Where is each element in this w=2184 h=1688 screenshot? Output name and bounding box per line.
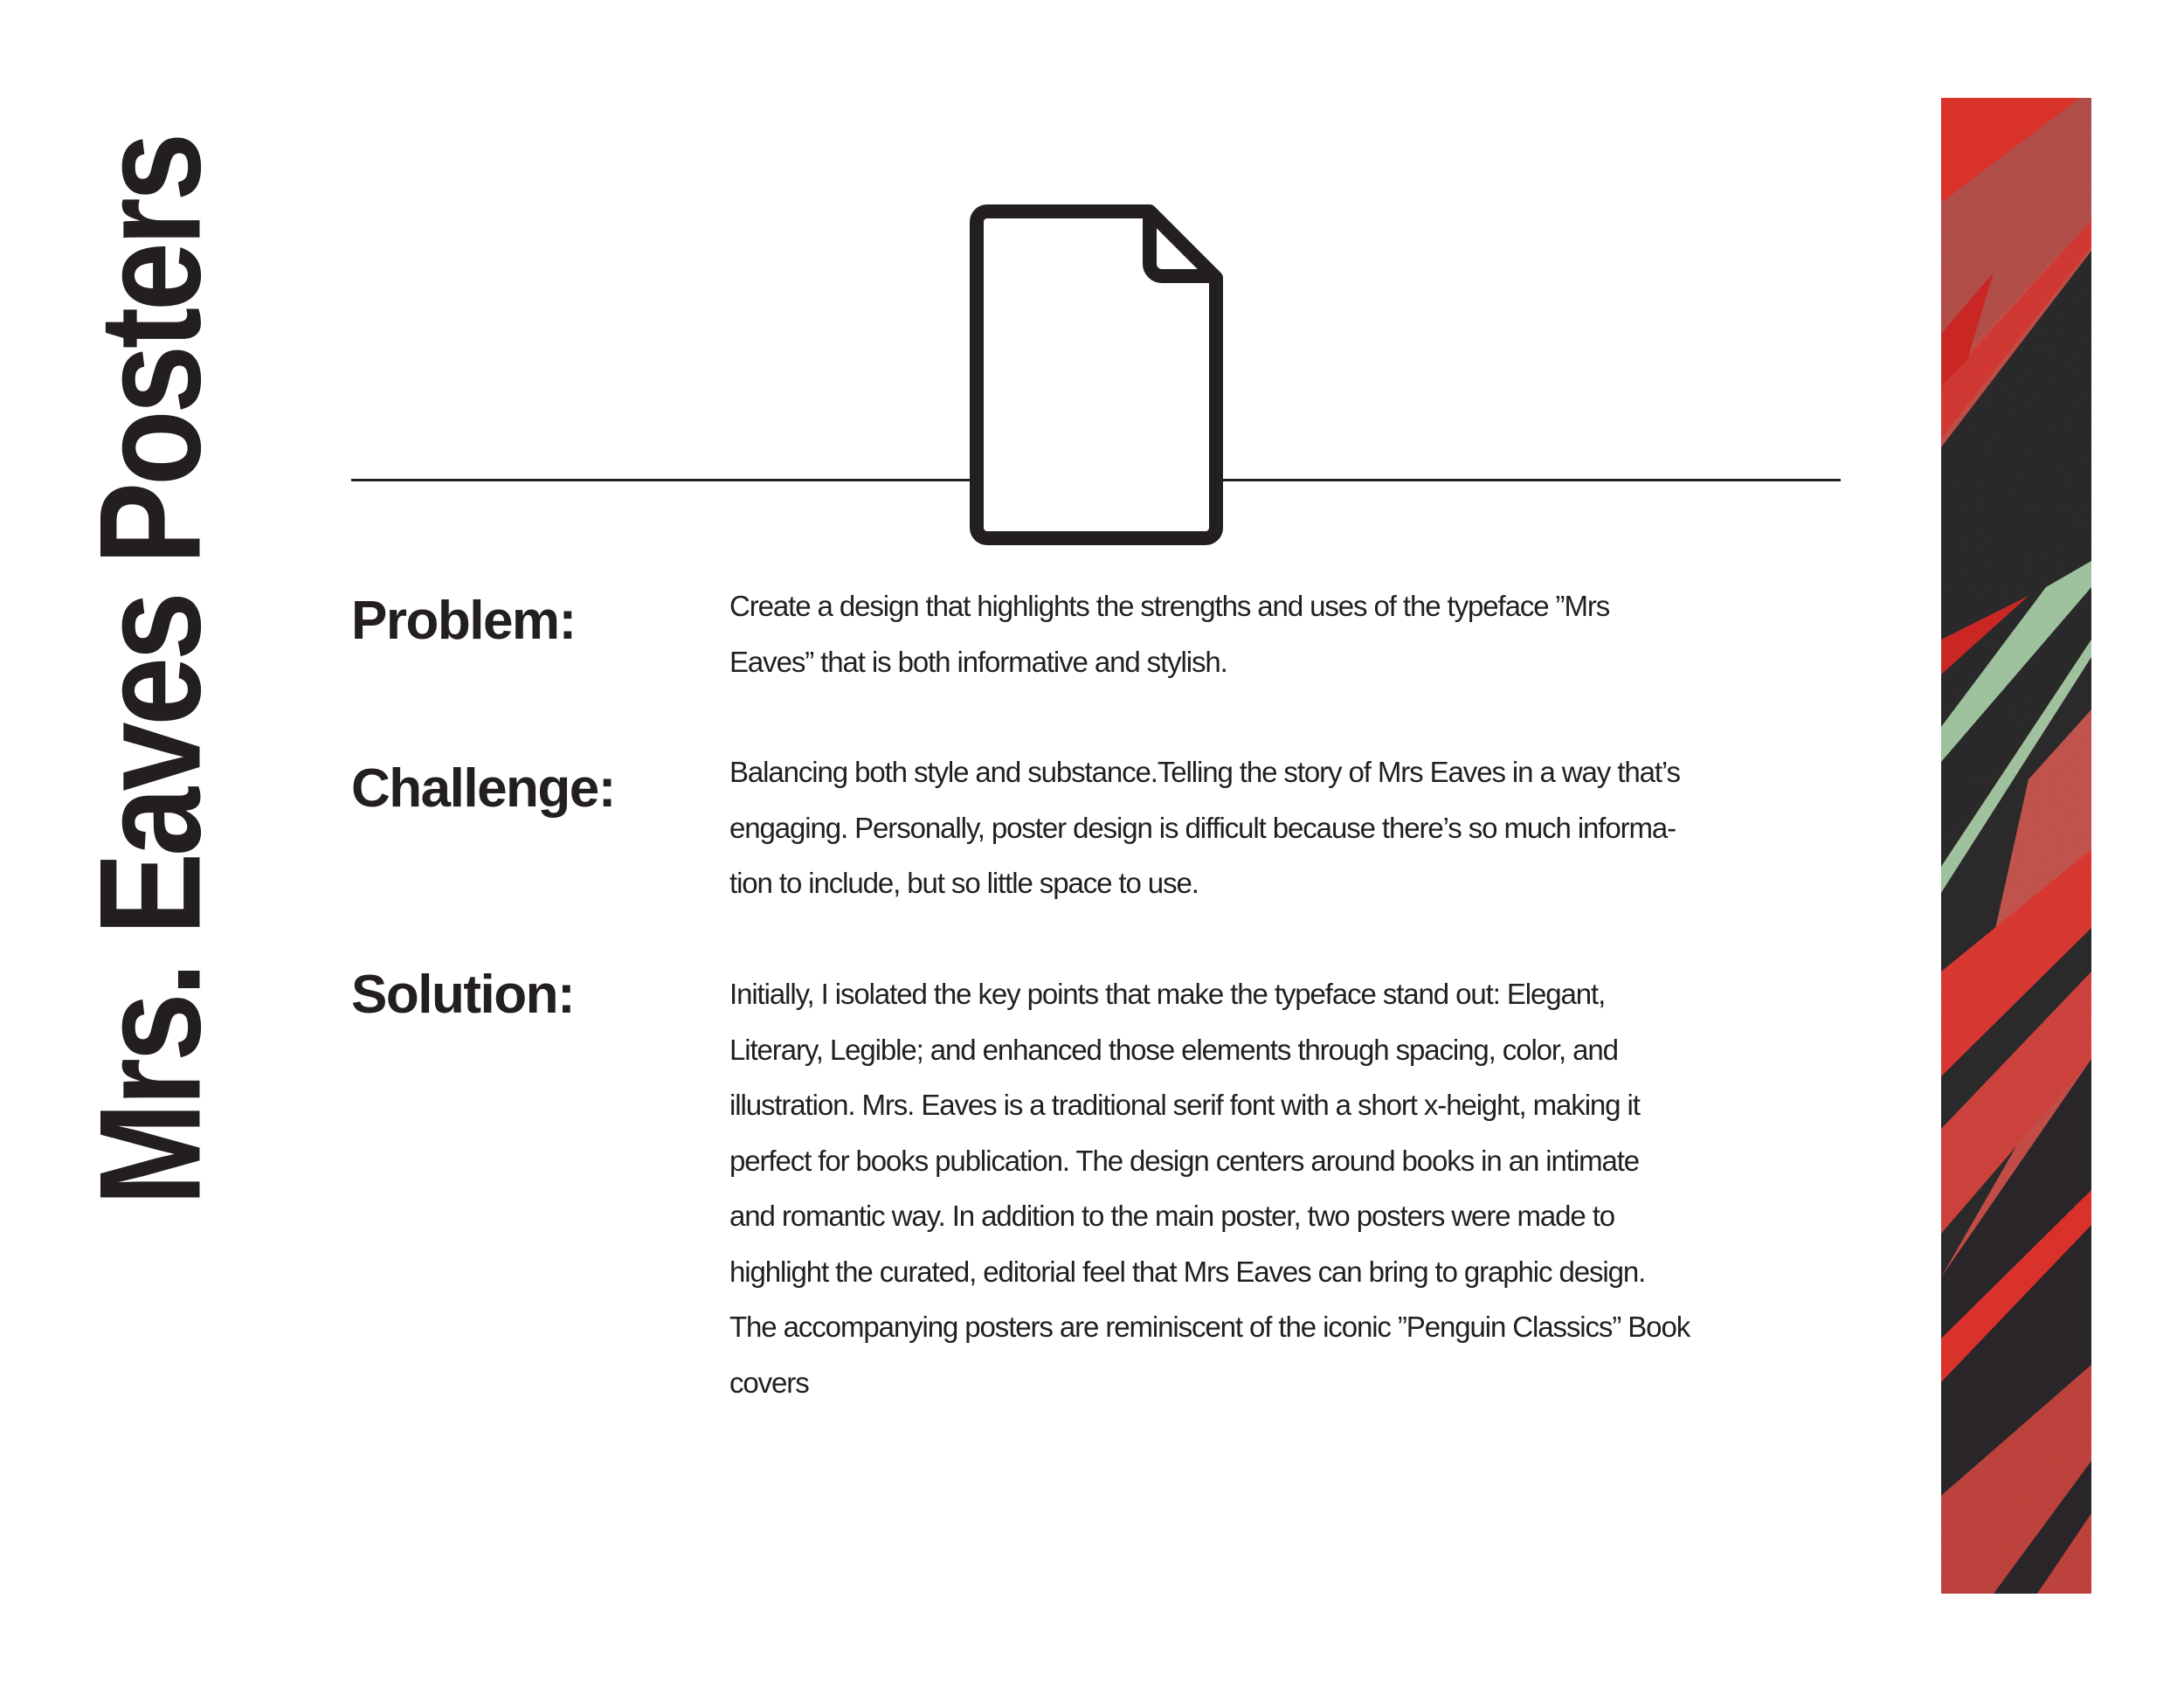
text-line: perfect for books publication. The design centers around books in an intimate [729, 1144, 1640, 1177]
text-line: tion to include, but so little space to use. [729, 867, 1199, 899]
text-line: illustration. Mrs. Eaves is a traditional serif font with a short x-height, making it [729, 1089, 1640, 1121]
problem-text [729, 578, 1609, 689]
text-line: Create a design that highlights the strengths and uses of the typeface ”Mrs [729, 590, 1610, 622]
text-line: and romantic way. In addition to the main poster, two posters were made to [729, 1200, 1615, 1232]
text-line: engaging. Personally, poster design is difficult because there’s so much informa- [729, 811, 1676, 844]
challenge-text [729, 744, 1680, 911]
decorative-art-stripe [1941, 98, 2091, 1594]
text-line: Eaves” that is both informative and stylish. [729, 645, 1227, 678]
page-title: Mrs. Eaves Posters [69, 135, 231, 1207]
solution-heading: Solution: [351, 965, 575, 1025]
text-line: The accompanying posters are reminiscent of the iconic ”Penguin Classics” Book [729, 1311, 1690, 1343]
text-line: highlight the curated, editorial feel that Mrs Eaves can bring to graphic design. [729, 1255, 1646, 1288]
document-icon [968, 203, 1225, 547]
problem-heading: Problem: [351, 591, 576, 651]
text-line: Literary, Legible; and enhanced those elements through spacing, color, and [729, 1033, 1618, 1066]
text-line: covers [729, 1366, 809, 1399]
challenge-heading: Challenge: [351, 758, 615, 819]
text-line: Initially, I isolated the key points that make the typeface stand out: Elegant, [729, 978, 1606, 1010]
solution-text [729, 966, 1690, 1410]
text-line: Balancing both style and substance.Telling the story of Mrs Eaves in a way that’s [729, 756, 1680, 788]
